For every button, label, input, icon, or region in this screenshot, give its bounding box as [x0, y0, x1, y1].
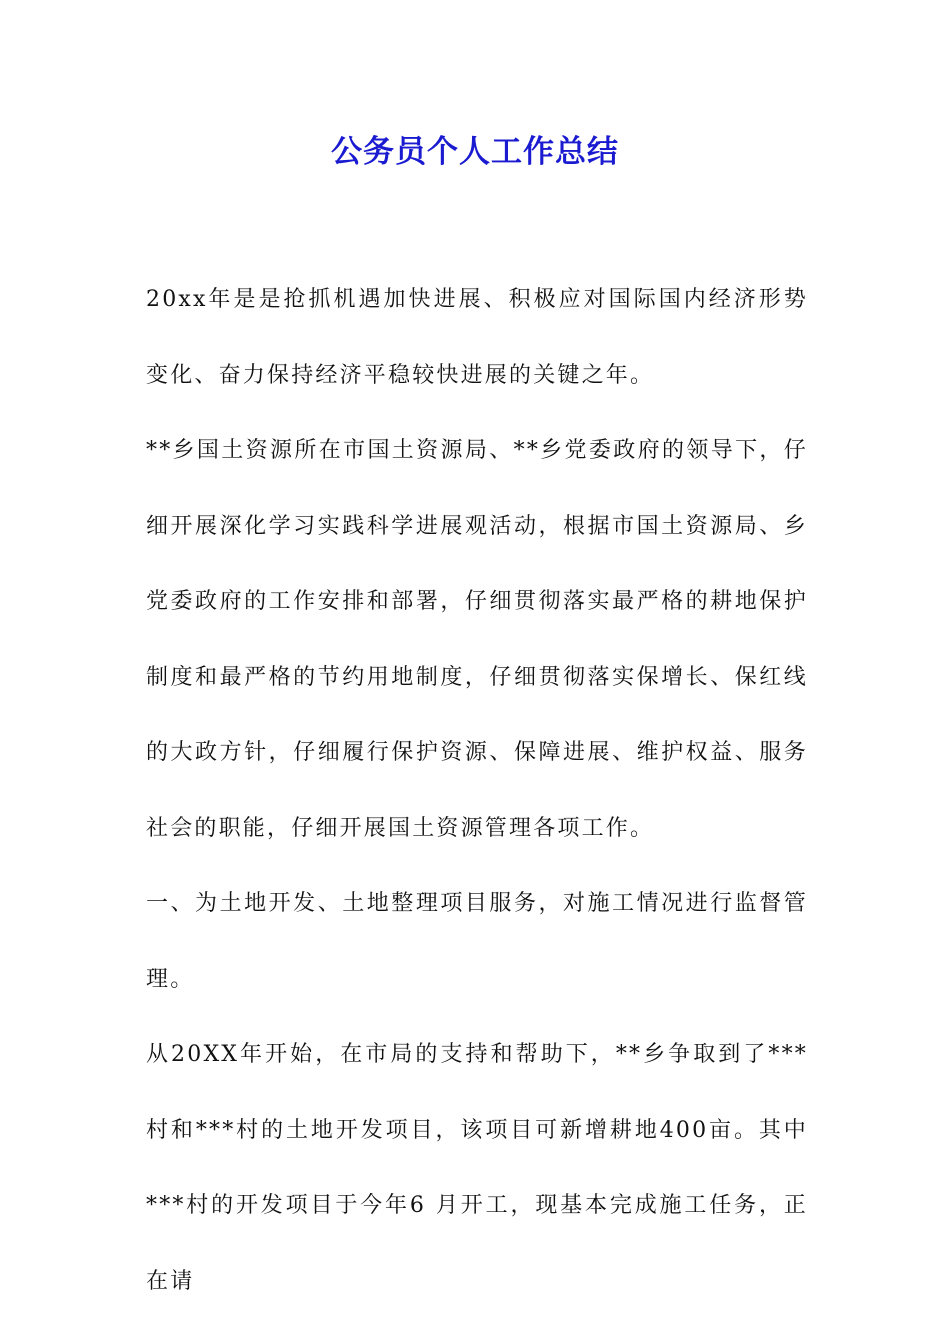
paragraph-land-project: 从20XX年开始，在市局的支持和帮助下，**乡争取到了***村和***村的土地开发项目，该项目可新增耕地400亩。其中***村的开发项目于今年6 月开工，现基本完成施工任务，正在请	[146, 1042, 808, 1294]
document-title: 公务员个人工作总结	[331, 134, 619, 170]
document-body	[146, 262, 808, 1319]
paragraph-section-one-heading: 一、为土地开发、土地整理项目服务，对施工情况进行监督管理。	[146, 891, 808, 992]
paragraph-work-overview: **乡国土资源所在市国土资源局、**乡党委政府的领导下，仔细开展深化学习实践科学进展观活动，根据市国土资源局、乡党委政府的工作安排和部署，仔细贯彻落实最严格的耕地保护制度和最严格的节约用地制度，仔细贯彻落实保增长、保红线的大政方针，仔细履行保护资源、保障进展、维护权益、服务社会的职能，仔细开展国土资源管理各项工作。	[146, 438, 808, 841]
paragraph-intro: 20xx年是是抢抓机遇加快进展、积极应对国际国内经济形势变化、奋力保持经济平稳较快进展的关键之年。	[146, 287, 808, 388]
